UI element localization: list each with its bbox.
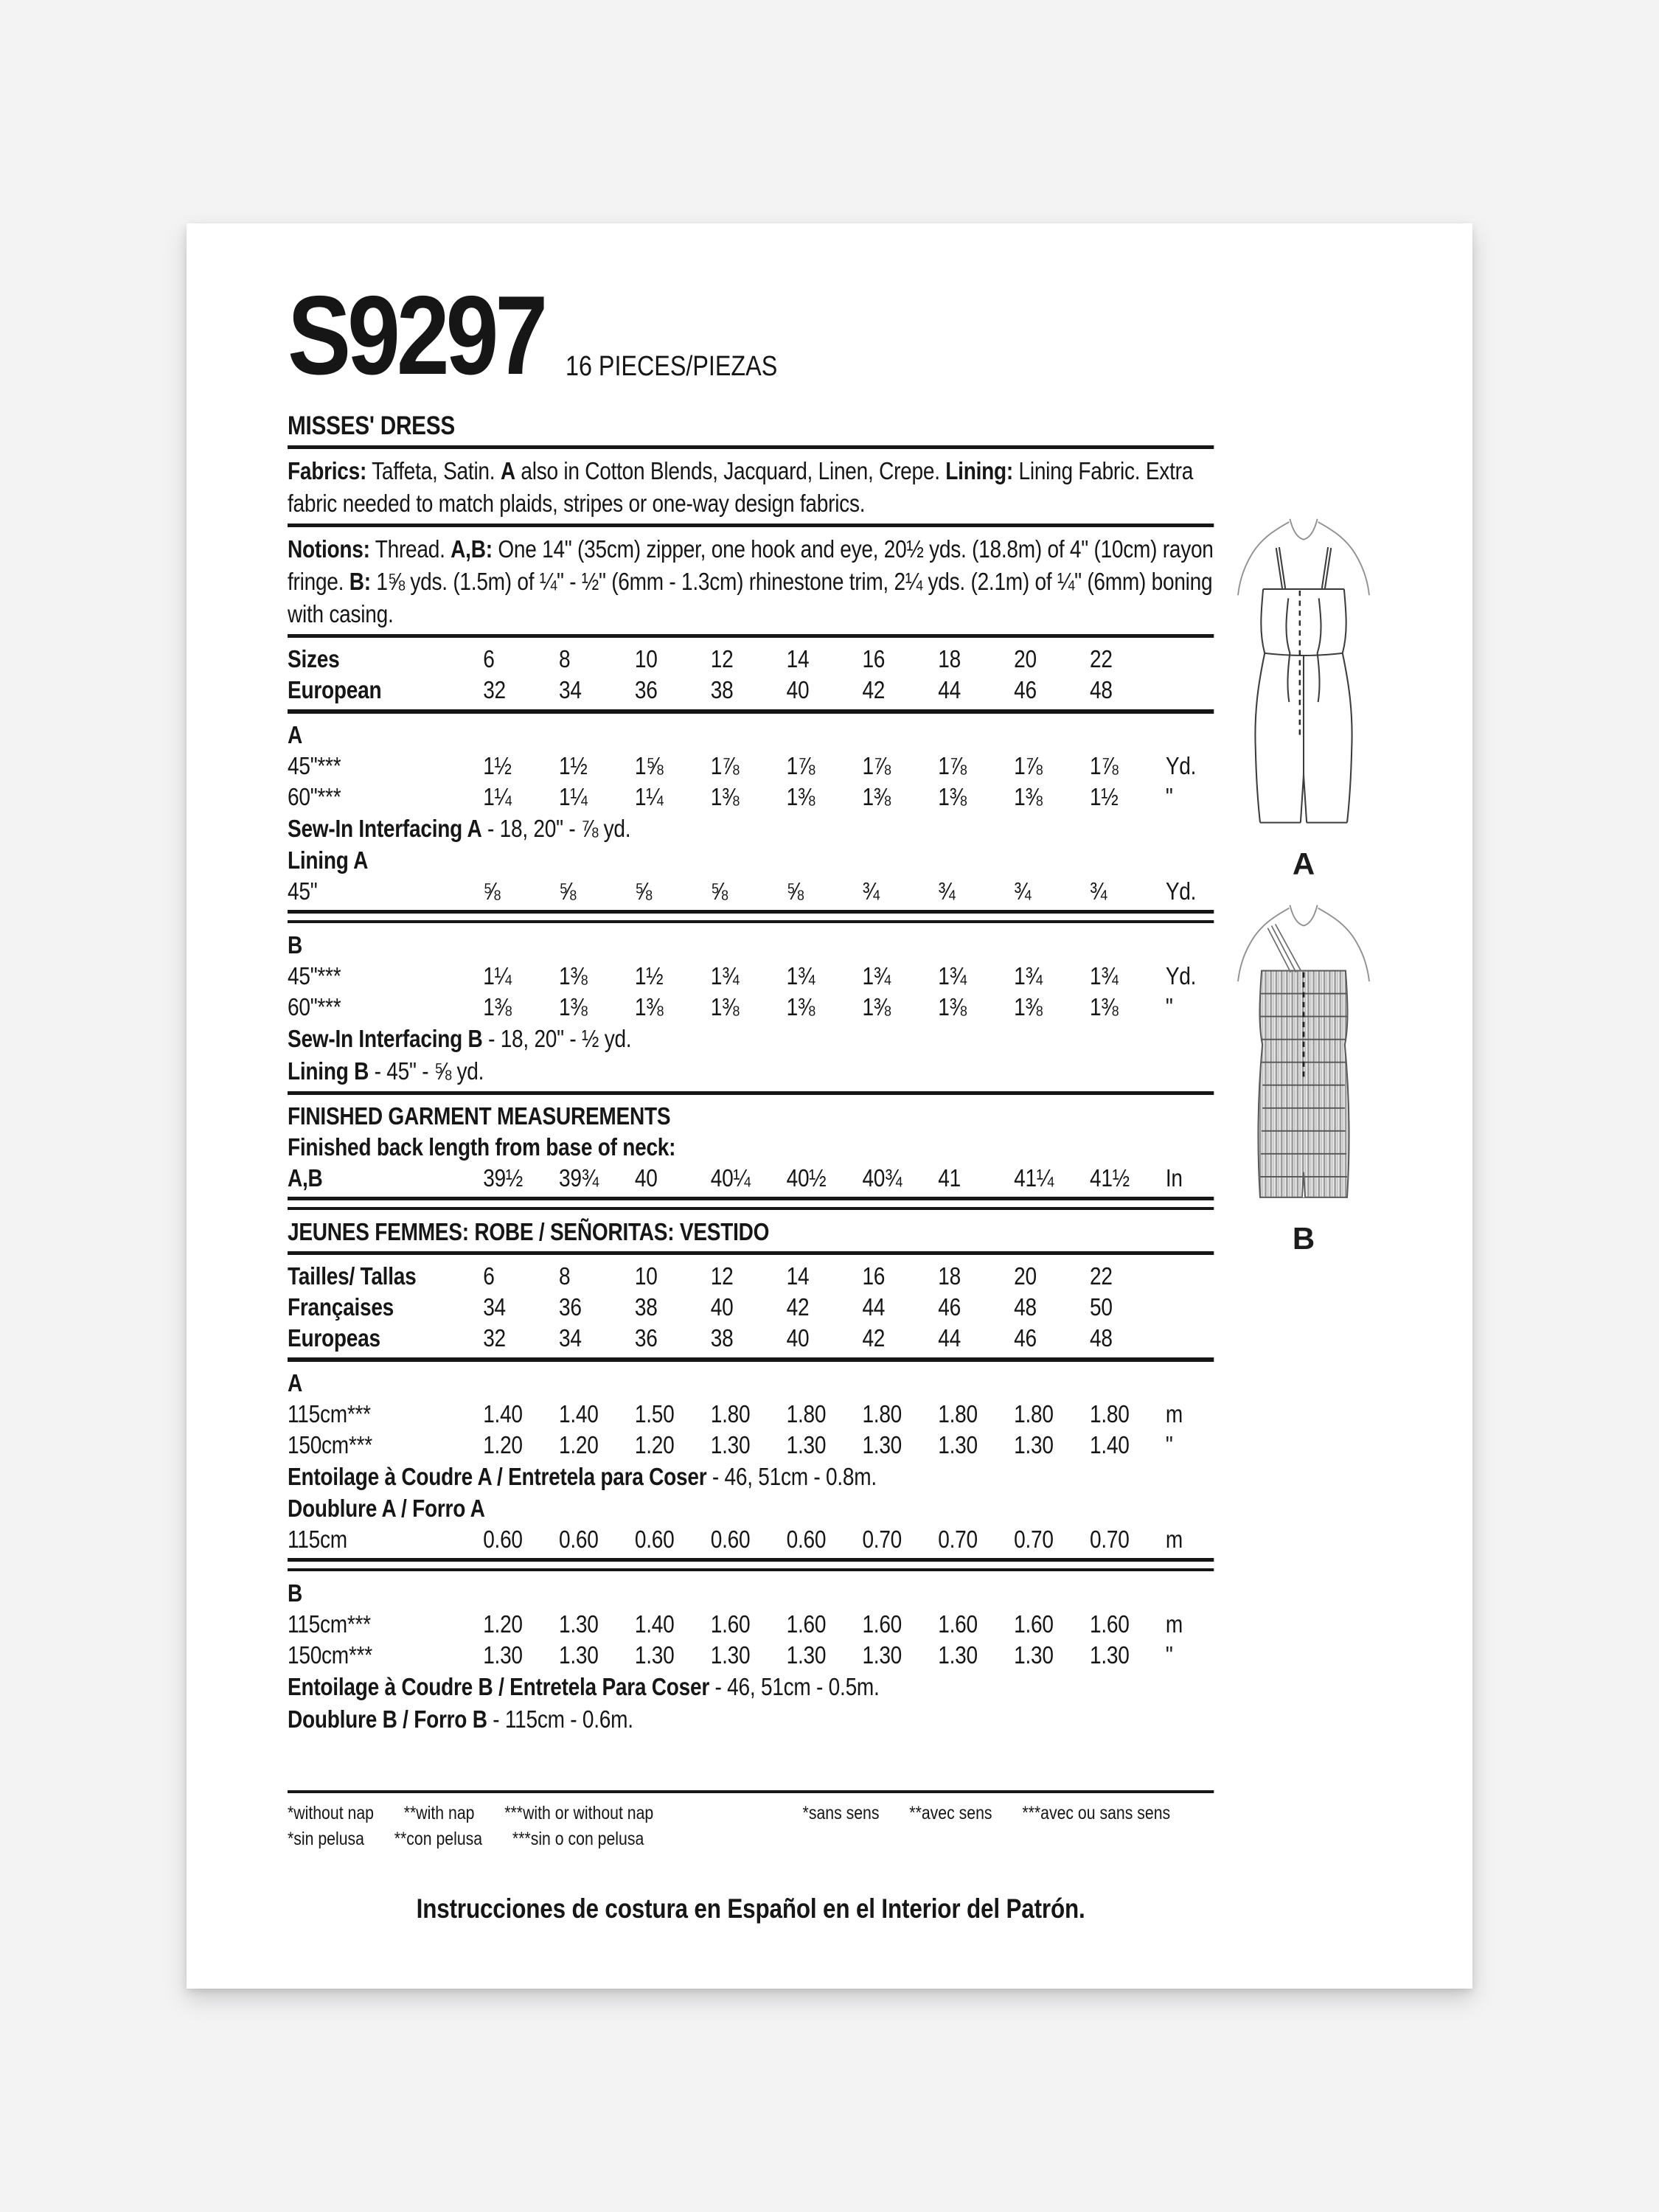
size-cell: 12 bbox=[710, 1262, 734, 1290]
table-row bbox=[288, 1609, 1214, 1640]
footnote-line-2 bbox=[288, 1826, 1214, 1852]
size-cell: 1.30 bbox=[938, 1641, 978, 1669]
table-row bbox=[288, 1292, 1214, 1323]
size-cell: 1.60 bbox=[710, 1610, 751, 1638]
size-cell: 1.80 bbox=[1014, 1400, 1054, 1427]
size-cell: 1.20 bbox=[559, 1431, 599, 1458]
section-heading: A bbox=[288, 1369, 303, 1397]
size-cell: 40 bbox=[786, 1324, 810, 1352]
lining-b: Lining B - 45" - ⅝ yd. bbox=[288, 1057, 484, 1085]
table-row bbox=[288, 1399, 1214, 1430]
size-cell: 1.30 bbox=[1090, 1641, 1130, 1669]
row-label: European bbox=[288, 676, 382, 703]
size-cell: 1.60 bbox=[1090, 1610, 1130, 1638]
row-label: 115cm*** bbox=[288, 1610, 371, 1638]
size-cell: ⅝ bbox=[786, 877, 804, 905]
dress-b-fringe-drawing-icon bbox=[1216, 903, 1391, 1213]
table-row bbox=[288, 751, 1214, 782]
table-row bbox=[288, 1261, 1214, 1292]
view-b-figure bbox=[1216, 903, 1391, 1256]
size-cell: ⅝ bbox=[710, 877, 728, 905]
size-cell: 1¾ bbox=[786, 962, 815, 990]
view-a-label: A bbox=[1292, 846, 1315, 881]
size-cell: 38 bbox=[634, 1293, 658, 1321]
table-row bbox=[288, 992, 1214, 1023]
unit-cell: " bbox=[1165, 1431, 1173, 1458]
size-cell: 1¾ bbox=[938, 962, 967, 990]
size-cell: 1⅞ bbox=[1090, 752, 1119, 779]
size-cell: 46 bbox=[1014, 676, 1037, 703]
size-cell: 1⅜ bbox=[862, 993, 891, 1020]
size-cell: ¾ bbox=[1090, 877, 1107, 905]
size-cell: 1.60 bbox=[938, 1610, 978, 1638]
divider-rule bbox=[288, 1251, 1214, 1255]
size-cell: 1⅜ bbox=[786, 993, 815, 1020]
size-cell: 1¼ bbox=[483, 783, 512, 810]
footnote-es: *sin pelusa bbox=[288, 1829, 364, 1849]
size-cell: 1.30 bbox=[559, 1610, 599, 1638]
size-cell: 22 bbox=[1090, 645, 1113, 672]
size-cell: 0.60 bbox=[634, 1526, 675, 1553]
section-heading: B bbox=[288, 1579, 303, 1607]
size-cell: 1.30 bbox=[634, 1641, 675, 1669]
size-cell: 38 bbox=[710, 676, 734, 703]
size-cell: 1⅜ bbox=[483, 993, 512, 1020]
size-cell: 1.80 bbox=[710, 1400, 751, 1427]
size-cell: 1.30 bbox=[862, 1641, 902, 1669]
footnote-fr: *sans sens bbox=[802, 1803, 880, 1823]
row-label: 45" bbox=[288, 877, 318, 905]
size-cell: 1.30 bbox=[862, 1431, 902, 1458]
size-cell: 1⅜ bbox=[710, 783, 740, 810]
size-cell: 1.20 bbox=[483, 1610, 523, 1638]
size-cell: 1.30 bbox=[483, 1641, 523, 1669]
size-cell: 1.20 bbox=[634, 1431, 675, 1458]
size-cell: 1.30 bbox=[1014, 1641, 1054, 1669]
table-row bbox=[288, 1430, 1214, 1461]
garment-title: MISSES' DRESS bbox=[288, 411, 455, 440]
size-cell: 1¼ bbox=[559, 783, 588, 810]
table-row bbox=[288, 876, 1214, 907]
size-cell: 48 bbox=[1014, 1293, 1037, 1321]
size-cell: 1⅜ bbox=[938, 993, 967, 1020]
unit-cell: Yd. bbox=[1165, 962, 1197, 990]
unit-cell: m bbox=[1165, 1526, 1183, 1553]
size-cell: 14 bbox=[786, 1262, 810, 1290]
divider-rule bbox=[288, 524, 1214, 527]
size-cell: 1⅜ bbox=[786, 783, 815, 810]
size-cell: 1⅜ bbox=[1090, 993, 1119, 1020]
section-heading: Doublure A / Forro A bbox=[288, 1495, 485, 1522]
divider-rule bbox=[288, 709, 1214, 714]
section-heading: Finished back length from base of neck: bbox=[288, 1133, 676, 1161]
size-cell: 1⅜ bbox=[634, 993, 664, 1020]
size-cell: 34 bbox=[483, 1293, 506, 1321]
size-cell: 18 bbox=[938, 1262, 961, 1290]
size-cell: 1.30 bbox=[786, 1641, 827, 1669]
size-cell: 1.50 bbox=[634, 1400, 675, 1427]
envelope-text-column bbox=[288, 223, 1214, 1924]
row-label: 45"*** bbox=[288, 962, 341, 990]
size-cell: 1⅜ bbox=[862, 783, 891, 810]
size-cell: 42 bbox=[786, 1293, 810, 1321]
table-row bbox=[288, 1323, 1214, 1354]
size-cell: ¾ bbox=[862, 877, 880, 905]
divider-rule bbox=[288, 1091, 1214, 1095]
row-label: A,B bbox=[288, 1164, 323, 1192]
size-cell: 1⅜ bbox=[1014, 783, 1043, 810]
size-cell: 1.20 bbox=[483, 1431, 523, 1458]
size-cell: 41 bbox=[938, 1164, 961, 1192]
size-cell: 10 bbox=[634, 645, 658, 672]
size-cell: 1⅞ bbox=[1014, 752, 1043, 779]
size-cell: 0.70 bbox=[938, 1526, 978, 1553]
size-cell: 1.60 bbox=[862, 1610, 902, 1638]
section-heading: Lining A bbox=[288, 846, 369, 874]
size-cell: 1.30 bbox=[710, 1431, 751, 1458]
size-cell: 32 bbox=[483, 1324, 506, 1352]
size-cell: 40¼ bbox=[710, 1164, 751, 1192]
size-cell: 36 bbox=[634, 676, 658, 703]
footnote-es: ***sin o con pelusa bbox=[512, 1829, 644, 1849]
size-cell: 38 bbox=[710, 1324, 734, 1352]
divider-rule bbox=[288, 1357, 1214, 1362]
size-cell: 20 bbox=[1014, 1262, 1037, 1290]
size-cell: 36 bbox=[559, 1293, 582, 1321]
size-cell: 40¾ bbox=[862, 1164, 902, 1192]
size-cell: 1½ bbox=[559, 752, 588, 779]
spacer bbox=[288, 1736, 1214, 1790]
size-cell: ¾ bbox=[938, 877, 956, 905]
size-cell: 44 bbox=[938, 676, 961, 703]
size-cell: 1.40 bbox=[1090, 1431, 1130, 1458]
size-cell: 1⅜ bbox=[710, 993, 740, 1020]
unit-cell bbox=[1166, 1261, 1210, 1292]
divider-rule-double bbox=[288, 910, 1214, 923]
size-cell: 40 bbox=[710, 1293, 734, 1321]
size-cell: ⅝ bbox=[634, 877, 653, 905]
size-cell: 34 bbox=[559, 1324, 582, 1352]
footnote-fr: ***avec ou sans sens bbox=[1022, 1803, 1171, 1823]
divider-rule-double bbox=[288, 1558, 1214, 1571]
size-cell: 8 bbox=[559, 1262, 571, 1290]
size-cell: 50 bbox=[1090, 1293, 1113, 1321]
size-cell: ⅝ bbox=[483, 877, 501, 905]
size-cell: 1.60 bbox=[786, 1610, 827, 1638]
table-row bbox=[288, 1524, 1214, 1555]
size-cell: 44 bbox=[938, 1324, 961, 1352]
sew-in-interfacing-b: Sew-In Interfacing B - 18, 20" - ½ yd. bbox=[288, 1025, 632, 1052]
divider-rule-double bbox=[288, 1197, 1214, 1210]
footnote-en: **with nap bbox=[403, 1803, 475, 1823]
size-cell: 42 bbox=[862, 1324, 886, 1352]
view-a-figure bbox=[1216, 517, 1391, 882]
size-cell: 1½ bbox=[1090, 783, 1119, 810]
size-cell: 0.60 bbox=[710, 1526, 751, 1553]
size-cell: 6 bbox=[483, 1262, 495, 1290]
size-cell: 1.60 bbox=[1014, 1610, 1054, 1638]
size-cell: 1⅞ bbox=[938, 752, 967, 779]
size-cell: 1¼ bbox=[483, 962, 512, 990]
size-cell: 41½ bbox=[1090, 1164, 1130, 1192]
size-cell: 0.70 bbox=[1014, 1526, 1054, 1553]
fabrics-paragraph: Fabrics: Taffeta, Satin. A also in Cotton Blends, Jacquard, Linen, Crepe. Lining: Lining Fabric. Extra fabric needed to match plaids, stripes or one-way design fabrics. bbox=[288, 457, 1194, 517]
divider-rule bbox=[288, 445, 1214, 449]
size-cell: 1½ bbox=[483, 752, 512, 779]
size-cell: 1.40 bbox=[483, 1400, 523, 1427]
row-label: 115cm*** bbox=[288, 1400, 371, 1427]
divider-rule bbox=[288, 634, 1214, 638]
sew-in-interfacing-a: Sew-In Interfacing A - 18, 20" - ⅞ yd. bbox=[288, 815, 631, 842]
size-cell: 1¾ bbox=[1090, 962, 1119, 990]
table-row bbox=[288, 1640, 1214, 1671]
size-cell: 42 bbox=[862, 676, 886, 703]
unit-cell: " bbox=[1165, 993, 1173, 1020]
size-cell: 1.30 bbox=[1014, 1431, 1054, 1458]
size-cell: 16 bbox=[862, 645, 886, 672]
table-row bbox=[288, 675, 1214, 706]
size-cell: 46 bbox=[1014, 1324, 1037, 1352]
size-cell: 1.30 bbox=[559, 1641, 599, 1669]
size-cell: 40 bbox=[786, 676, 810, 703]
size-cell: 1⅜ bbox=[1014, 993, 1043, 1020]
footnote-line-1 bbox=[288, 1801, 1214, 1826]
entoilage-b: Entoilage à Coudre B / Entretela Para Coser - 46, 51cm - 0.5m. bbox=[288, 1673, 880, 1700]
notions-paragraph: Notions: Thread. A,B: One 14" (35cm) zipper, one hook and eye, 20½ yds. (18.8m) of 4" (10cm) rayon fringe. B: 1⅝ yds. (1.5m) of ¼" - ½" (6mm - 1.3cm) rhinestone trim, 2¼ yds. (2.1m) of ¼" (6mm) boning with casing. bbox=[288, 535, 1214, 627]
row-label: 60"*** bbox=[288, 783, 341, 810]
row-label: Europeas bbox=[288, 1324, 380, 1352]
pieces-count-label: 16 PIECES/PIEZAS bbox=[566, 351, 778, 382]
size-cell: ¾ bbox=[1014, 877, 1032, 905]
section-heading: JEUNES FEMMES: ROBE / SEÑORITAS: VESTIDO bbox=[288, 1218, 770, 1245]
size-cell: 1½ bbox=[634, 962, 664, 990]
row-label: 115cm bbox=[288, 1526, 347, 1553]
unit-cell: " bbox=[1165, 1641, 1173, 1669]
size-cell: 1¼ bbox=[634, 783, 664, 810]
unit-cell bbox=[1166, 675, 1210, 706]
table-row bbox=[288, 644, 1214, 675]
size-cell: 48 bbox=[1090, 1324, 1113, 1352]
size-cell: 44 bbox=[862, 1293, 886, 1321]
size-cell: 14 bbox=[786, 645, 810, 672]
size-cell: 0.60 bbox=[559, 1526, 599, 1553]
size-cell: 1¾ bbox=[862, 962, 891, 990]
measurement-tables bbox=[288, 445, 1214, 1790]
unit-cell: Yd. bbox=[1165, 752, 1197, 779]
footnote-es: **con pelusa bbox=[394, 1829, 483, 1849]
size-cell: 1.30 bbox=[938, 1431, 978, 1458]
size-cell: 39¾ bbox=[559, 1164, 599, 1192]
header bbox=[288, 273, 1214, 398]
footnote-en: *without nap bbox=[288, 1803, 374, 1823]
size-cell: 1.30 bbox=[710, 1641, 751, 1669]
size-cell: 40 bbox=[634, 1164, 658, 1192]
unit-cell: m bbox=[1165, 1400, 1183, 1427]
size-cell: 48 bbox=[1090, 676, 1113, 703]
size-cell: 1⅞ bbox=[786, 752, 815, 779]
unit-cell: In bbox=[1165, 1164, 1183, 1192]
size-cell: 0.60 bbox=[786, 1526, 827, 1553]
size-cell: 40½ bbox=[786, 1164, 827, 1192]
unit-cell bbox=[1166, 1323, 1210, 1354]
size-cell: 36 bbox=[634, 1324, 658, 1352]
row-label: Tailles/ Tallas bbox=[288, 1262, 417, 1290]
entoilage-a: Entoilage à Coudre A / Entretela para Coser - 46, 51cm - 0.8m. bbox=[288, 1463, 877, 1490]
size-cell: 0.70 bbox=[1090, 1526, 1130, 1553]
row-label: 150cm*** bbox=[288, 1431, 372, 1458]
unit-cell: m bbox=[1165, 1610, 1183, 1638]
size-cell: 12 bbox=[710, 645, 734, 672]
footnote-en: ***with or without nap bbox=[504, 1803, 654, 1823]
size-cell: 1.40 bbox=[634, 1610, 675, 1638]
table-row bbox=[288, 782, 1214, 813]
size-cell: 16 bbox=[862, 1262, 886, 1290]
size-cell: 6 bbox=[483, 645, 495, 672]
size-cell: 46 bbox=[938, 1293, 961, 1321]
size-cell: 1⅞ bbox=[710, 752, 740, 779]
view-b-label: B bbox=[1292, 1221, 1315, 1256]
section-heading: FINISHED GARMENT MEASUREMENTS bbox=[288, 1102, 671, 1130]
size-cell: 1⅜ bbox=[938, 783, 967, 810]
size-cell: 34 bbox=[559, 676, 582, 703]
size-cell: 1.80 bbox=[862, 1400, 902, 1427]
size-cell: 32 bbox=[483, 676, 506, 703]
size-cell: 39½ bbox=[483, 1164, 524, 1192]
size-cell: 8 bbox=[559, 645, 571, 672]
row-label: 150cm*** bbox=[288, 1641, 372, 1669]
size-cell: 1⅜ bbox=[559, 962, 588, 990]
unit-cell: " bbox=[1165, 783, 1173, 810]
spanish-instructions-note: Instrucciones de costura en Español en el Interior del Patrón. bbox=[416, 1893, 1085, 1924]
footnote-fr: **avec sens bbox=[909, 1803, 992, 1823]
size-cell: 22 bbox=[1090, 1262, 1113, 1290]
row-label: 45"*** bbox=[288, 752, 341, 779]
unit-cell bbox=[1166, 644, 1210, 675]
size-cell: 1⅜ bbox=[559, 993, 588, 1020]
size-cell: 18 bbox=[938, 645, 961, 672]
table-row bbox=[288, 1163, 1214, 1194]
table-row bbox=[288, 961, 1214, 992]
section-heading: B bbox=[288, 931, 303, 959]
size-cell: 1.30 bbox=[786, 1431, 827, 1458]
size-cell: 1⅞ bbox=[862, 752, 891, 779]
size-cell: 41¼ bbox=[1014, 1164, 1054, 1192]
size-cell: 0.60 bbox=[483, 1526, 523, 1553]
row-label: Françaises bbox=[288, 1293, 394, 1321]
doublure-b: Doublure B / Forro B - 115cm - 0.6m. bbox=[288, 1705, 633, 1733]
size-cell: 1⅝ bbox=[634, 752, 664, 779]
size-cell: 1.80 bbox=[938, 1400, 978, 1427]
unit-cell bbox=[1166, 1292, 1210, 1323]
size-cell: 10 bbox=[634, 1262, 658, 1290]
size-cell: 1.40 bbox=[559, 1400, 599, 1427]
pattern-envelope-back-sheet bbox=[187, 223, 1472, 1989]
unit-cell: Yd. bbox=[1165, 877, 1197, 905]
row-label: 60"*** bbox=[288, 993, 341, 1020]
pattern-number: S9297 bbox=[288, 273, 545, 398]
size-cell: 1.80 bbox=[1090, 1400, 1130, 1427]
footnote-divider bbox=[288, 1790, 1214, 1793]
dress-a-line-drawing-icon bbox=[1216, 517, 1391, 838]
size-cell: 20 bbox=[1014, 645, 1037, 672]
size-cell: 0.70 bbox=[862, 1526, 902, 1553]
size-cell: ⅝ bbox=[559, 877, 577, 905]
row-label: Sizes bbox=[288, 645, 340, 672]
size-cell: 1¾ bbox=[710, 962, 740, 990]
size-cell: 1.80 bbox=[786, 1400, 827, 1427]
size-cell: 1¾ bbox=[1014, 962, 1043, 990]
section-heading: A bbox=[288, 721, 303, 748]
